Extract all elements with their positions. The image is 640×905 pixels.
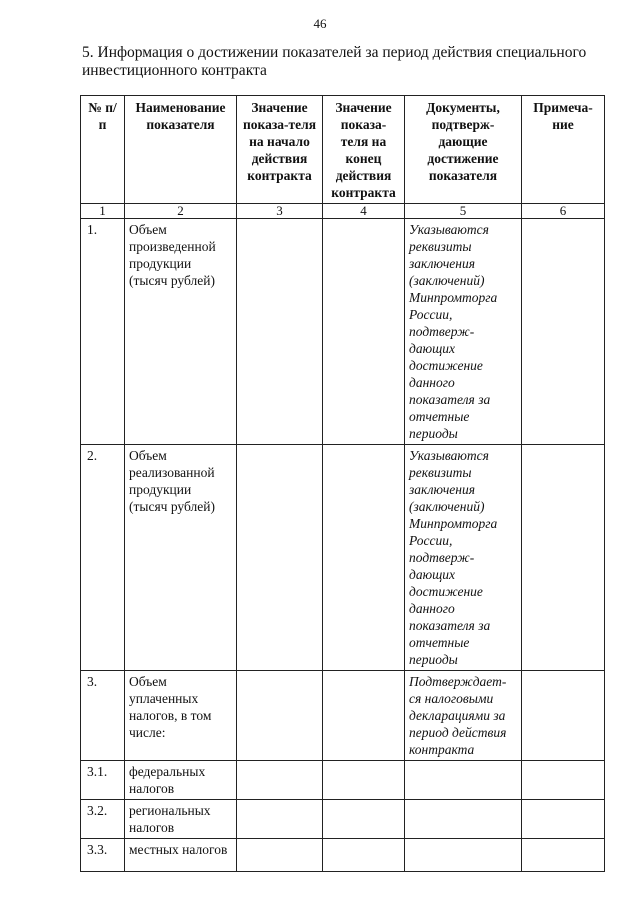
documents-cell: Указываются реквизиты заключения (заключений) Минпромторга России, подтверж-дающих достижение данного показателя за отчетные периоды	[405, 445, 522, 671]
column-number-row	[81, 204, 605, 219]
note-cell	[522, 445, 605, 671]
column-number: 3	[237, 204, 323, 219]
documents-cell	[405, 800, 522, 839]
column-number: 1	[81, 204, 125, 219]
column-number: 2	[125, 204, 237, 219]
end-value-cell	[323, 761, 405, 800]
documents-cell	[405, 761, 522, 800]
table-row	[81, 671, 605, 761]
section-title: 5. Информация о достижении показателей за период действия специального инвестиционного контракта	[82, 44, 587, 79]
header-note: Примеча-ние	[522, 96, 605, 204]
header-start-value: Значение показа-теля на начало действия контракта	[237, 96, 323, 204]
start-value-cell	[237, 445, 323, 671]
start-value-cell	[237, 839, 323, 872]
indicator-name: Объем произведенной продукции (тысяч рублей)	[125, 219, 237, 445]
note-cell	[522, 800, 605, 839]
documents-cell: Указываются реквизиты заключения (заключений) Минпромторга России, подтверж-дающих достижение данного показателя за отчетные периоды	[405, 219, 522, 445]
note-cell	[522, 219, 605, 445]
row-number: 1.	[81, 219, 125, 445]
page-number: 46	[313, 16, 327, 31]
row-number: 2.	[81, 445, 125, 671]
table-row	[81, 761, 605, 800]
end-value-cell	[323, 219, 405, 445]
indicator-name: федеральных налогов	[125, 761, 237, 800]
indicator-name: Объем уплаченных налогов, в том числе:	[125, 671, 237, 761]
documents-cell	[405, 839, 522, 872]
row-number: 3.1.	[81, 761, 125, 800]
row-number: 3.2.	[81, 800, 125, 839]
header-num: № п/п	[81, 96, 125, 204]
table-header-row	[81, 96, 605, 204]
header-documents: Документы, подтверж-дающие достижение показателя	[405, 96, 522, 204]
column-number: 5	[405, 204, 522, 219]
start-value-cell	[237, 219, 323, 445]
table-row	[81, 800, 605, 839]
note-cell	[522, 839, 605, 872]
header-end-value: Значение показа-теля на конец действия контракта	[323, 96, 405, 204]
documents-cell: Подтверждает-ся налоговыми декларациями за период действия контракта	[405, 671, 522, 761]
start-value-cell	[237, 671, 323, 761]
indicator-name: региональных налогов	[125, 800, 237, 839]
end-value-cell	[323, 445, 405, 671]
start-value-cell	[237, 761, 323, 800]
start-value-cell	[237, 800, 323, 839]
column-number: 4	[323, 204, 405, 219]
table-row	[81, 445, 605, 671]
column-number: 6	[522, 204, 605, 219]
row-number: 3.	[81, 671, 125, 761]
indicator-name: местных налогов	[125, 839, 237, 872]
row-number: 3.3.	[81, 839, 125, 872]
end-value-cell	[323, 800, 405, 839]
note-cell	[522, 761, 605, 800]
note-cell	[522, 671, 605, 761]
header-name: Наименование показателя	[125, 96, 237, 204]
end-value-cell	[323, 671, 405, 761]
end-value-cell	[323, 839, 405, 872]
indicators-table	[80, 95, 605, 872]
table-row	[81, 219, 605, 445]
table-row	[81, 839, 605, 872]
indicator-name: Объем реализованной продукции (тысяч рублей)	[125, 445, 237, 671]
